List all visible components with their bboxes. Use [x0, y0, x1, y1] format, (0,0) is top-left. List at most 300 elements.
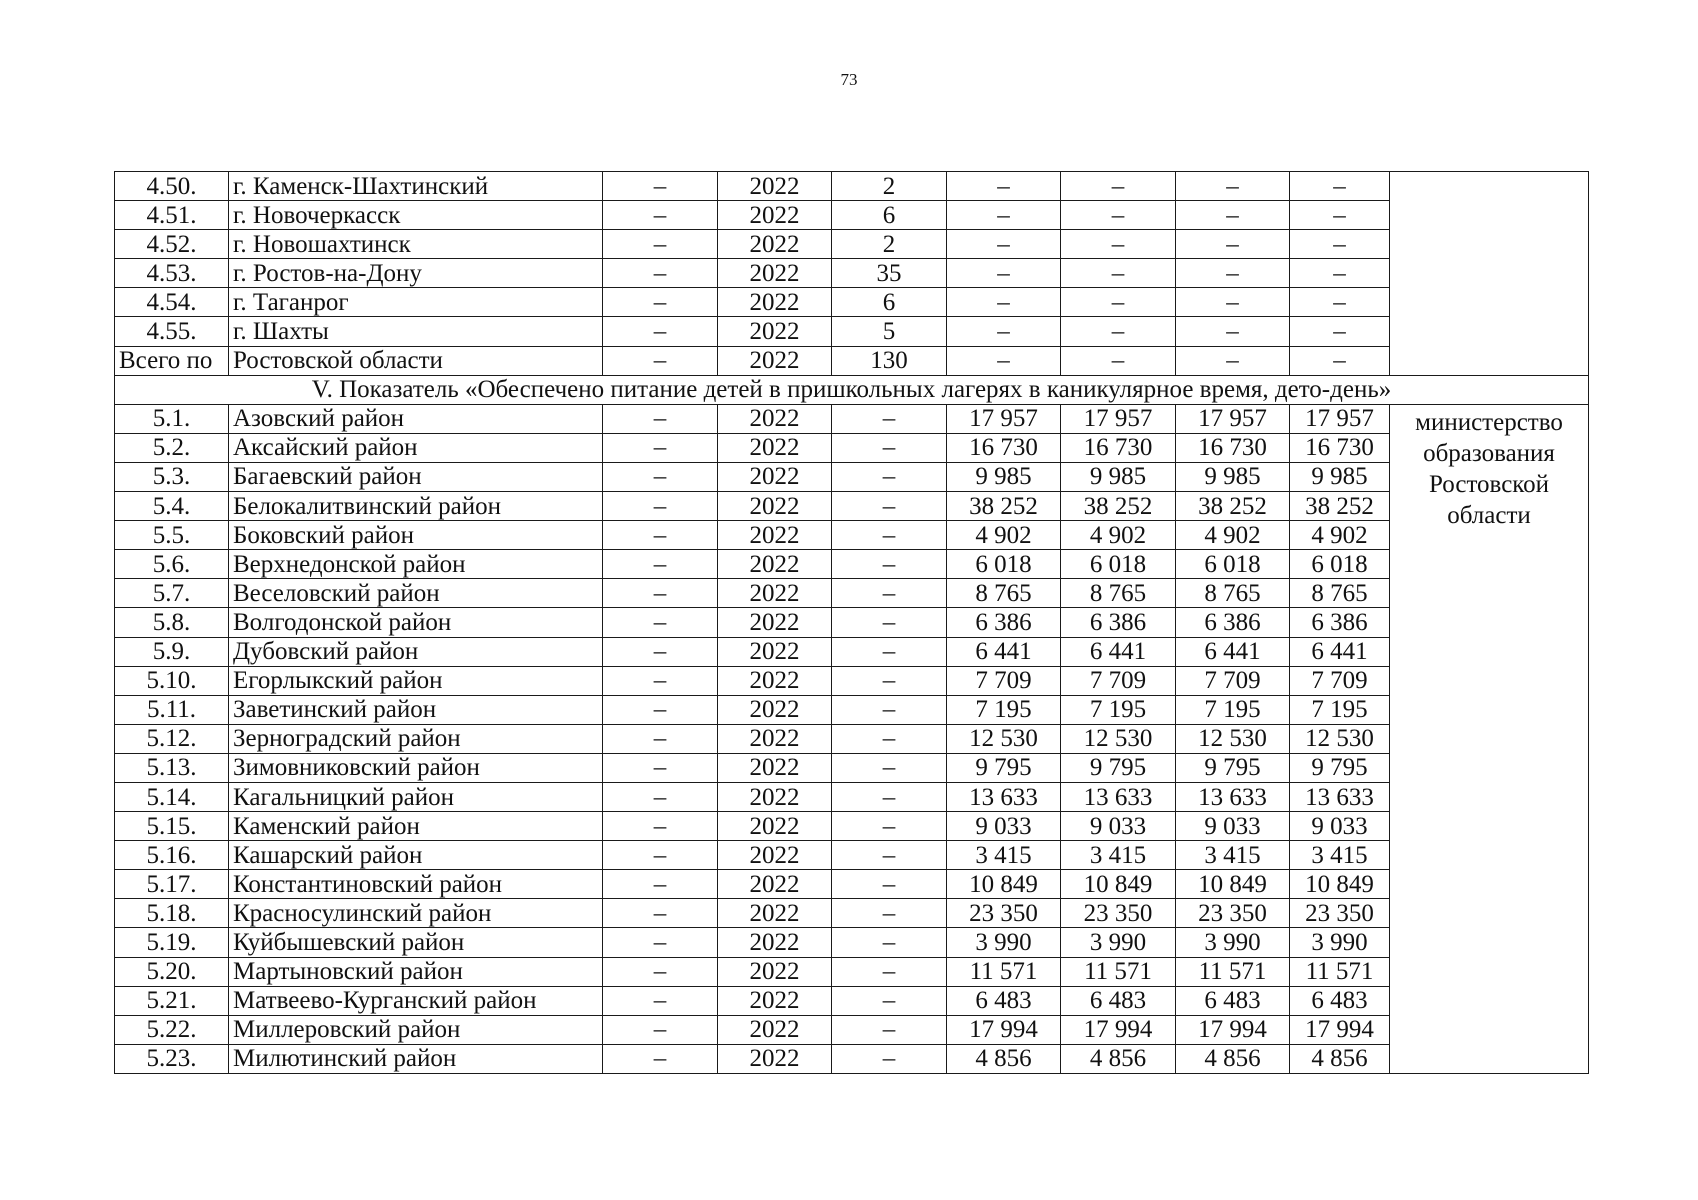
value-cell-4: 6 018	[1290, 550, 1390, 579]
count-cell: –	[832, 433, 947, 462]
total-row	[115, 346, 1589, 375]
value-cell-4: 7 195	[1290, 695, 1390, 724]
year-cell: 2022	[718, 870, 832, 899]
value-cell-3: 9 033	[1176, 812, 1290, 841]
table-row	[115, 492, 1589, 521]
indicator-cell: –	[603, 899, 718, 928]
table-row	[115, 433, 1589, 462]
indicator-cell: –	[603, 492, 718, 521]
year-cell: 2022	[718, 986, 832, 1015]
territory-name: Константиновский район	[229, 870, 603, 899]
value-cell-3: 3 990	[1176, 928, 1290, 957]
value-cell-1: 6 483	[947, 986, 1061, 1015]
territory-name: Волгодонской район	[229, 608, 603, 637]
value-cell-4: 23 350	[1290, 899, 1390, 928]
row-number: 5.18.	[115, 899, 229, 928]
value-cell-4: 9 985	[1290, 462, 1390, 491]
value-cell-2: –	[1061, 172, 1176, 201]
count-cell: –	[832, 753, 947, 782]
row-number: 5.1.	[115, 404, 229, 433]
count-cell: –	[832, 637, 947, 666]
value-cell-2: 13 633	[1061, 782, 1176, 811]
value-cell-1: 8 765	[947, 579, 1061, 608]
row-number: 4.55.	[115, 317, 229, 346]
value-cell-3: 8 765	[1176, 579, 1290, 608]
table-row	[115, 695, 1589, 724]
value-cell-1: 3 990	[947, 928, 1061, 957]
value-cell-2: 17 957	[1061, 404, 1176, 433]
value-cell-1: 6 018	[947, 550, 1061, 579]
indicator-cell: –	[603, 433, 718, 462]
row-number: 5.15.	[115, 812, 229, 841]
year-cell: 2022	[718, 753, 832, 782]
table-row	[115, 288, 1589, 317]
value-cell-4: 6 386	[1290, 608, 1390, 637]
table-row	[115, 462, 1589, 491]
territory-name: Милютинский район	[229, 1044, 603, 1073]
territory-name: Кашарский район	[229, 841, 603, 870]
indicator-cell: –	[603, 317, 718, 346]
indicator-cell: –	[603, 404, 718, 433]
territory-name: Кагальницкий район	[229, 782, 603, 811]
year-cell: 2022	[718, 957, 832, 986]
value-cell-1: 10 849	[947, 870, 1061, 899]
row-number: 5.20.	[115, 957, 229, 986]
year-cell: 2022	[718, 433, 832, 462]
year-cell: 2022	[718, 666, 832, 695]
territory-name: Куйбышевский район	[229, 928, 603, 957]
value-cell-2: –	[1061, 346, 1176, 375]
count-cell: 35	[832, 259, 947, 288]
value-cell-3: 13 633	[1176, 782, 1290, 811]
table-row	[115, 579, 1589, 608]
indicator-cell: –	[603, 637, 718, 666]
value-cell-3: 7 195	[1176, 695, 1290, 724]
indicator-cell: –	[603, 841, 718, 870]
territory-name: Азовский район	[229, 404, 603, 433]
value-cell-4: 9 033	[1290, 812, 1390, 841]
value-cell-2: 17 994	[1061, 1015, 1176, 1044]
year-cell: 2022	[718, 724, 832, 753]
row-number: 5.13.	[115, 753, 229, 782]
count-cell: –	[832, 550, 947, 579]
value-cell-4: 12 530	[1290, 724, 1390, 753]
responsible-executor-cell: министерство образования Ростовской области	[1390, 404, 1589, 1073]
year-cell: 2022	[718, 579, 832, 608]
value-cell-4: 9 795	[1290, 753, 1390, 782]
section-v-title: V. Показатель «Обеспечено питание детей в пришкольных лагерях в каникулярное время, дето-день»	[115, 375, 1589, 404]
row-number: 5.23.	[115, 1044, 229, 1073]
value-cell-4: –	[1290, 317, 1390, 346]
value-cell-2: 8 765	[1061, 579, 1176, 608]
value-cell-3: 16 730	[1176, 433, 1290, 462]
count-cell: 2	[832, 230, 947, 259]
table-row	[115, 957, 1589, 986]
year-cell: 2022	[718, 259, 832, 288]
indicator-cell: –	[603, 521, 718, 550]
row-number: 5.4.	[115, 492, 229, 521]
table-row	[115, 550, 1589, 579]
year-cell: 2022	[718, 928, 832, 957]
value-cell-1: 4 902	[947, 521, 1061, 550]
value-cell-2: –	[1061, 230, 1176, 259]
value-cell-3: 6 386	[1176, 608, 1290, 637]
value-cell-2: 9 033	[1061, 812, 1176, 841]
value-cell-1: –	[947, 288, 1061, 317]
value-cell-2: –	[1061, 259, 1176, 288]
table-row	[115, 317, 1589, 346]
value-cell-3: 17 957	[1176, 404, 1290, 433]
value-cell-3: –	[1176, 201, 1290, 230]
count-cell: 6	[832, 288, 947, 317]
indicator-cell: –	[603, 579, 718, 608]
territory-name: Зимовниковский район	[229, 753, 603, 782]
year-cell: 2022	[718, 782, 832, 811]
row-number: 5.6.	[115, 550, 229, 579]
row-number: 5.17.	[115, 870, 229, 899]
value-cell-3: 10 849	[1176, 870, 1290, 899]
territory-name: Заветинский район	[229, 695, 603, 724]
value-cell-4: –	[1290, 172, 1390, 201]
row-number: 5.3.	[115, 462, 229, 491]
indicator-cell: –	[603, 870, 718, 899]
value-cell-4: –	[1290, 346, 1390, 375]
count-cell: –	[832, 579, 947, 608]
row-number: 5.22.	[115, 1015, 229, 1044]
table-row	[115, 666, 1589, 695]
territory-name: Дубовский район	[229, 637, 603, 666]
indicator-cell: –	[603, 957, 718, 986]
value-cell-1: 11 571	[947, 957, 1061, 986]
year-cell: 2022	[718, 695, 832, 724]
territory-name: г. Новошахтинск	[229, 230, 603, 259]
territory-name: Аксайский район	[229, 433, 603, 462]
indicator-cell: –	[603, 346, 718, 375]
value-cell-3: –	[1176, 230, 1290, 259]
value-cell-1: 9 795	[947, 753, 1061, 782]
table-row	[115, 812, 1589, 841]
value-cell-1: 13 633	[947, 782, 1061, 811]
territory-name: Миллеровский район	[229, 1015, 603, 1044]
count-cell: –	[832, 928, 947, 957]
value-cell-2: 16 730	[1061, 433, 1176, 462]
count-cell: –	[832, 462, 947, 491]
count-cell: –	[832, 666, 947, 695]
value-cell-1: 6 441	[947, 637, 1061, 666]
indicator-cell: –	[603, 201, 718, 230]
territory-name: Верхнедонской район	[229, 550, 603, 579]
value-cell-1: 3 415	[947, 841, 1061, 870]
table-row	[115, 608, 1589, 637]
value-cell-2: 7 195	[1061, 695, 1176, 724]
value-cell-3: 17 994	[1176, 1015, 1290, 1044]
count-cell: –	[832, 492, 947, 521]
year-cell: 2022	[718, 346, 832, 375]
indicator-cell: –	[603, 782, 718, 811]
indicator-cell: –	[603, 462, 718, 491]
table-row	[115, 870, 1589, 899]
row-number: 5.5.	[115, 521, 229, 550]
value-cell-1: –	[947, 201, 1061, 230]
year-cell: 2022	[718, 637, 832, 666]
value-cell-4: 11 571	[1290, 957, 1390, 986]
value-cell-4: 16 730	[1290, 433, 1390, 462]
value-cell-3: 11 571	[1176, 957, 1290, 986]
section-header-row	[115, 375, 1589, 404]
value-cell-2: –	[1061, 288, 1176, 317]
indicator-cell: –	[603, 695, 718, 724]
value-cell-4: 3 415	[1290, 841, 1390, 870]
value-cell-2: 9 795	[1061, 753, 1176, 782]
year-cell: 2022	[718, 317, 832, 346]
year-cell: 2022	[718, 521, 832, 550]
indicator-cell: –	[603, 666, 718, 695]
value-cell-2: 23 350	[1061, 899, 1176, 928]
data-table	[114, 171, 1589, 1074]
indicator-cell: –	[603, 986, 718, 1015]
count-cell: –	[832, 841, 947, 870]
row-number: 4.54.	[115, 288, 229, 317]
value-cell-3: 9 985	[1176, 462, 1290, 491]
table-row	[115, 230, 1589, 259]
year-cell: 2022	[718, 1044, 832, 1073]
indicator-cell: –	[603, 1015, 718, 1044]
value-cell-1: –	[947, 259, 1061, 288]
count-cell: –	[832, 521, 947, 550]
value-cell-4: 4 856	[1290, 1044, 1390, 1073]
row-number: 4.52.	[115, 230, 229, 259]
value-cell-3: 6 018	[1176, 550, 1290, 579]
indicator-cell: –	[603, 288, 718, 317]
year-cell: 2022	[718, 230, 832, 259]
table-row	[115, 1015, 1589, 1044]
row-number: 5.21.	[115, 986, 229, 1015]
value-cell-3: –	[1176, 259, 1290, 288]
value-cell-2: 6 018	[1061, 550, 1176, 579]
value-cell-3: 9 795	[1176, 753, 1290, 782]
table-row	[115, 724, 1589, 753]
count-cell: –	[832, 695, 947, 724]
value-cell-1: 6 386	[947, 608, 1061, 637]
value-cell-2: 38 252	[1061, 492, 1176, 521]
value-cell-4: 6 483	[1290, 986, 1390, 1015]
value-cell-2: 3 990	[1061, 928, 1176, 957]
territory-name: Белокалитвинский район	[229, 492, 603, 521]
value-cell-1: –	[947, 346, 1061, 375]
value-cell-4: 8 765	[1290, 579, 1390, 608]
indicator-cell: –	[603, 608, 718, 637]
row-number: 5.8.	[115, 608, 229, 637]
table-row	[115, 782, 1589, 811]
count-cell: –	[832, 1015, 947, 1044]
page-number: 73	[840, 70, 858, 89]
value-cell-3: –	[1176, 346, 1290, 375]
indicator-cell: –	[603, 230, 718, 259]
total-label-part-1: Всего по	[115, 346, 229, 375]
value-cell-2: 10 849	[1061, 870, 1176, 899]
territory-name: г. Таганрог	[229, 288, 603, 317]
value-cell-1: 9 985	[947, 462, 1061, 491]
value-cell-1: 9 033	[947, 812, 1061, 841]
value-cell-4: –	[1290, 259, 1390, 288]
value-cell-2: 6 441	[1061, 637, 1176, 666]
indicator-cell: –	[603, 1044, 718, 1073]
row-number: 5.9.	[115, 637, 229, 666]
value-cell-4: 17 957	[1290, 404, 1390, 433]
value-cell-1: 38 252	[947, 492, 1061, 521]
territory-name: г. Шахты	[229, 317, 603, 346]
value-cell-3: 3 415	[1176, 841, 1290, 870]
count-cell: 130	[832, 346, 947, 375]
table-row	[115, 172, 1589, 201]
row-number: 5.11.	[115, 695, 229, 724]
year-cell: 2022	[718, 492, 832, 521]
territory-name: г. Новочеркасск	[229, 201, 603, 230]
indicator-cell: –	[603, 724, 718, 753]
value-cell-2: 11 571	[1061, 957, 1176, 986]
row-number: 5.16.	[115, 841, 229, 870]
table-row	[115, 841, 1589, 870]
value-cell-2: –	[1061, 201, 1176, 230]
indicator-cell: –	[603, 259, 718, 288]
table-row	[115, 259, 1589, 288]
table-row	[115, 1044, 1589, 1073]
row-number: 5.14.	[115, 782, 229, 811]
row-number: 5.2.	[115, 433, 229, 462]
territory-name: Каменский район	[229, 812, 603, 841]
value-cell-4: 6 441	[1290, 637, 1390, 666]
value-cell-1: 12 530	[947, 724, 1061, 753]
indicator-cell: –	[603, 753, 718, 782]
year-cell: 2022	[718, 608, 832, 637]
year-cell: 2022	[718, 1015, 832, 1044]
territory-name: Мартыновский район	[229, 957, 603, 986]
territory-name: г. Каменск-Шахтинский	[229, 172, 603, 201]
year-cell: 2022	[718, 404, 832, 433]
year-cell: 2022	[718, 172, 832, 201]
indicator-cell: –	[603, 550, 718, 579]
territory-name: Боковский район	[229, 521, 603, 550]
value-cell-4: 17 994	[1290, 1015, 1390, 1044]
value-cell-3: –	[1176, 317, 1290, 346]
value-cell-4: –	[1290, 288, 1390, 317]
value-cell-1: –	[947, 230, 1061, 259]
value-cell-3: –	[1176, 172, 1290, 201]
value-cell-3: 38 252	[1176, 492, 1290, 521]
row-number: 4.50.	[115, 172, 229, 201]
count-cell: –	[832, 782, 947, 811]
count-cell: –	[832, 608, 947, 637]
year-cell: 2022	[718, 899, 832, 928]
value-cell-4: 4 902	[1290, 521, 1390, 550]
count-cell: –	[832, 812, 947, 841]
table-row	[115, 986, 1589, 1015]
table-row	[115, 521, 1589, 550]
row-number: 4.53.	[115, 259, 229, 288]
table-row	[115, 899, 1589, 928]
table-row	[115, 201, 1589, 230]
year-cell: 2022	[718, 462, 832, 491]
value-cell-1: 7 195	[947, 695, 1061, 724]
count-cell: –	[832, 724, 947, 753]
count-cell: –	[832, 1044, 947, 1073]
value-cell-4: –	[1290, 201, 1390, 230]
value-cell-2: 6 386	[1061, 608, 1176, 637]
year-cell: 2022	[718, 812, 832, 841]
territory-name: Веселовский район	[229, 579, 603, 608]
value-cell-1: 17 957	[947, 404, 1061, 433]
territory-name: Егорлыкский район	[229, 666, 603, 695]
value-cell-3: 23 350	[1176, 899, 1290, 928]
count-cell: –	[832, 870, 947, 899]
value-cell-3: 4 902	[1176, 521, 1290, 550]
value-cell-2: 9 985	[1061, 462, 1176, 491]
year-cell: 2022	[718, 201, 832, 230]
value-cell-1: –	[947, 317, 1061, 346]
value-cell-1: 23 350	[947, 899, 1061, 928]
value-cell-1: 17 994	[947, 1015, 1061, 1044]
indicator-cell: –	[603, 928, 718, 957]
table-row	[115, 928, 1589, 957]
value-cell-2: –	[1061, 317, 1176, 346]
value-cell-2: 4 856	[1061, 1044, 1176, 1073]
value-cell-4: 38 252	[1290, 492, 1390, 521]
row-number: 5.12.	[115, 724, 229, 753]
total-label-part-2: Ростовской области	[229, 346, 603, 375]
territory-name: Матвеево-Курганский район	[229, 986, 603, 1015]
row-number: 5.10.	[115, 666, 229, 695]
value-cell-3: 6 441	[1176, 637, 1290, 666]
value-cell-4: 13 633	[1290, 782, 1390, 811]
count-cell: –	[832, 899, 947, 928]
value-cell-1: 7 709	[947, 666, 1061, 695]
year-cell: 2022	[718, 288, 832, 317]
count-cell: –	[832, 986, 947, 1015]
indicator-cell: –	[603, 812, 718, 841]
value-cell-3: 6 483	[1176, 986, 1290, 1015]
value-cell-2: 6 483	[1061, 986, 1176, 1015]
value-cell-1: 16 730	[947, 433, 1061, 462]
value-cell-1: –	[947, 172, 1061, 201]
value-cell-2: 7 709	[1061, 666, 1176, 695]
count-cell: –	[832, 957, 947, 986]
value-cell-2: 12 530	[1061, 724, 1176, 753]
value-cell-4: 7 709	[1290, 666, 1390, 695]
value-cell-2: 4 902	[1061, 521, 1176, 550]
value-cell-1: 4 856	[947, 1044, 1061, 1073]
row-number: 5.7.	[115, 579, 229, 608]
territory-name: г. Ростов-на-Дону	[229, 259, 603, 288]
table-row	[115, 753, 1589, 782]
count-cell: –	[832, 404, 947, 433]
value-cell-4: –	[1290, 230, 1390, 259]
indicator-cell: –	[603, 172, 718, 201]
year-cell: 2022	[718, 841, 832, 870]
value-cell-3: 7 709	[1176, 666, 1290, 695]
value-cell-3: 4 856	[1176, 1044, 1290, 1073]
value-cell-3: –	[1176, 288, 1290, 317]
count-cell: 2	[832, 172, 947, 201]
responsible-executor-cell-empty	[1390, 172, 1589, 376]
value-cell-4: 10 849	[1290, 870, 1390, 899]
row-number: 4.51.	[115, 201, 229, 230]
year-cell: 2022	[718, 550, 832, 579]
value-cell-4: 3 990	[1290, 928, 1390, 957]
row-number: 5.19.	[115, 928, 229, 957]
count-cell: 6	[832, 201, 947, 230]
territory-name: Красносулинский район	[229, 899, 603, 928]
territory-name: Зерноградский район	[229, 724, 603, 753]
